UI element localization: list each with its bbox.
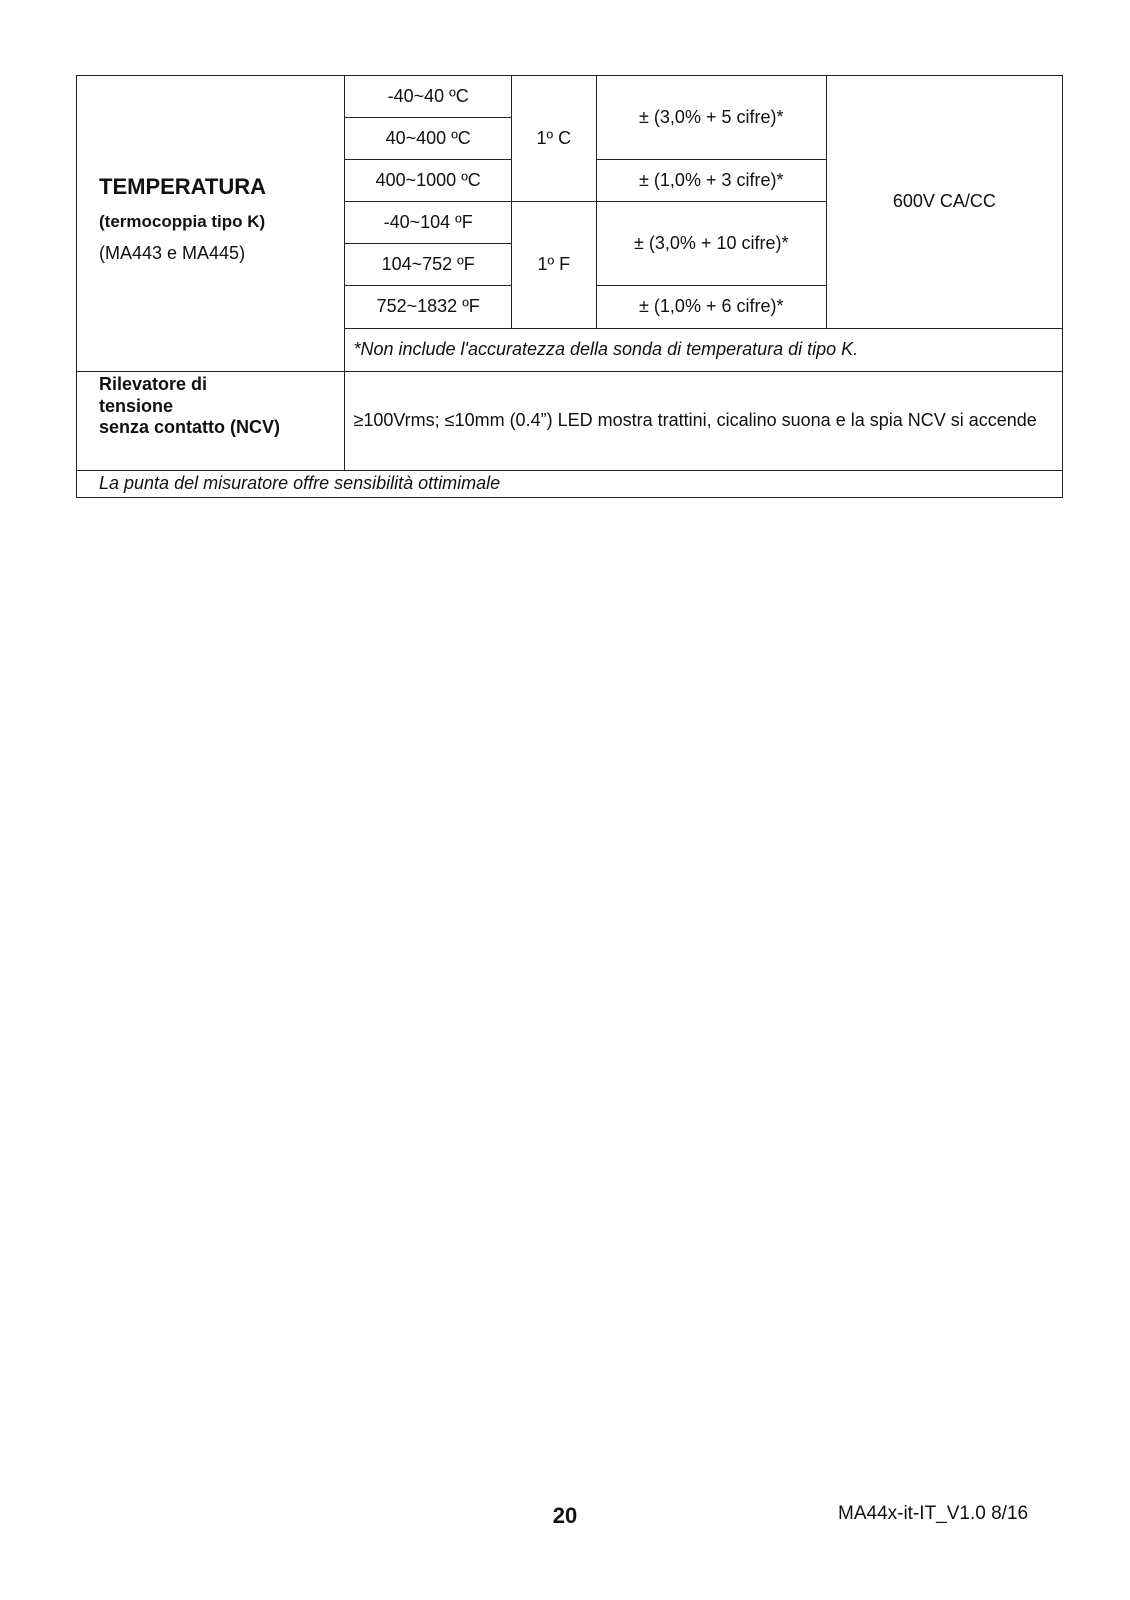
- table-row: [77, 76, 1063, 118]
- range-cell: 752~1832 ºF: [345, 286, 512, 329]
- ncv-label-line: Rilevatore di: [99, 374, 208, 394]
- temperature-label-cell: [77, 76, 345, 372]
- ncv-label-cell: [77, 372, 345, 471]
- document-id: MA44x-it-IT_V1.0 8/16: [838, 1503, 1029, 1524]
- page-number: 20: [552, 1503, 578, 1528]
- accuracy-cell: ± (1,0% + 6 cifre)*: [596, 286, 826, 329]
- table-row: [77, 372, 1063, 471]
- temperature-title: TEMPERATURA: [99, 174, 267, 199]
- spec-table: [76, 75, 1063, 498]
- protection-cell: 600V CA/CC: [826, 76, 1062, 329]
- temperature-note: *Non include l'accuratezza della sonda di temperatura di tipo K.: [345, 329, 1063, 372]
- temperature-models: (MA443 e MA445): [99, 242, 246, 263]
- resolution-c-cell: 1º C: [511, 76, 596, 202]
- ncv-label-line: senza contatto (NCV): [99, 417, 281, 438]
- range-cell: -40~40 ºC: [345, 76, 512, 118]
- range-cell: 400~1000 ºC: [345, 160, 512, 202]
- range-cell: 104~752 ºF: [345, 244, 512, 286]
- ncv-label-line: tensione: [99, 395, 174, 416]
- accuracy-cell: ± (3,0% + 5 cifre)*: [596, 76, 826, 160]
- resolution-f-cell: 1º F: [511, 202, 596, 329]
- ncv-description: ≥100Vrms; ≤10mm (0.4”) LED mostra trattini, cicalino suona e la spia NCV si accende: [345, 372, 1063, 471]
- accuracy-cell: ± (1,0% + 3 cifre)*: [596, 160, 826, 202]
- footer-note: La punta del misuratore offre sensibilità ottimimale: [77, 471, 1063, 498]
- range-cell: 40~400 ºC: [345, 118, 512, 160]
- range-cell: -40~104 ºF: [345, 202, 512, 244]
- temperature-subtitle: (termocoppia tipo K): [99, 212, 266, 232]
- table-row: [77, 471, 1063, 498]
- accuracy-cell: ± (3,0% + 10 cifre)*: [596, 202, 826, 286]
